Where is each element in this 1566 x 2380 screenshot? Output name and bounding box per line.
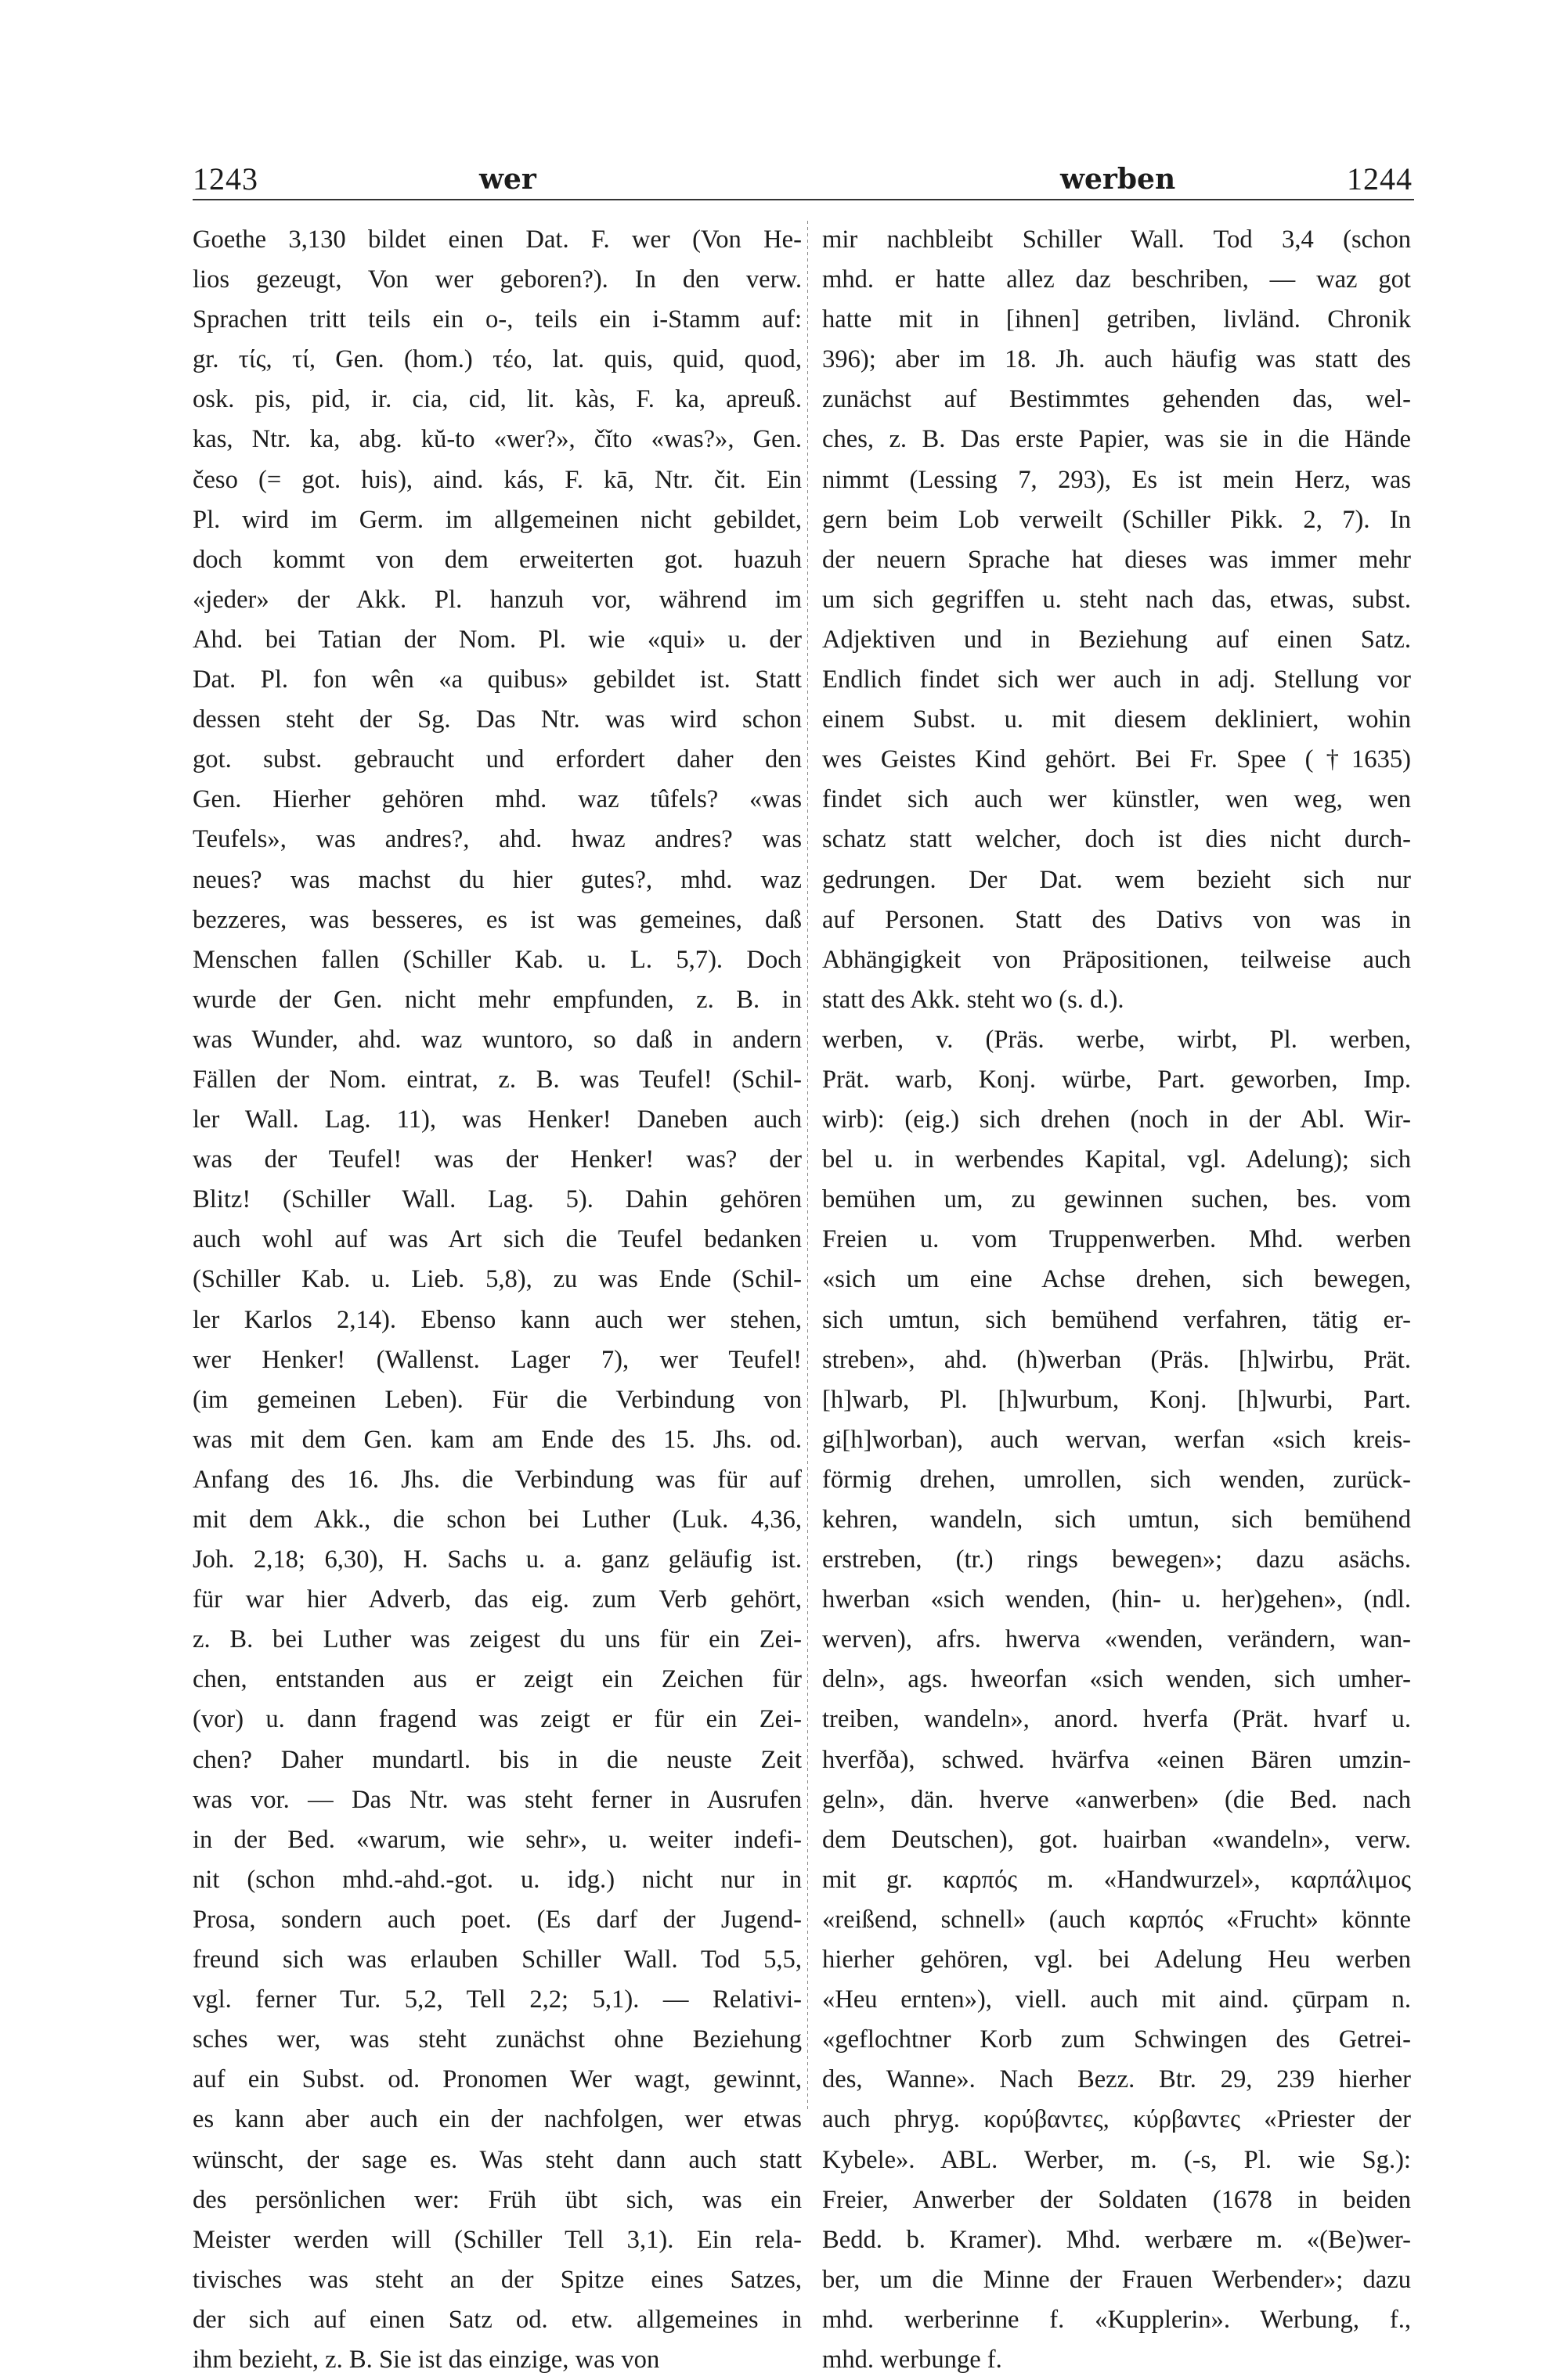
text-line: bemühen um, zu gewinnen suchen, bes. vom — [822, 1185, 1411, 1214]
text-line: des, Wanne». Nach Bezz. Btr. 29, 239 hierher — [822, 2065, 1411, 2094]
text-line: auf Personen. Statt des Dativs von was in — [822, 905, 1411, 934]
text-line: wer Henker! (Wallenst. Lager 7), wer Teufel! — [193, 1345, 802, 1374]
text-line: «reißend, schnell» (auch καρπός «Frucht» könnte — [822, 1905, 1411, 1934]
text-line: gedrungen. Der Dat. wem bezieht sich nur — [822, 865, 1411, 894]
text-line: dessen steht der Sg. Das Ntr. was wird schon — [193, 705, 802, 734]
text-line: chen, entstanden aus er zeigt ein Zeichen für — [193, 1665, 802, 1694]
text-line: was Wunder, ahd. waz wuntoro, so daß in andern — [193, 1025, 802, 1054]
text-line: einem Subst. u. mit diesem dekliniert, wohin — [822, 705, 1411, 734]
text-line: was der Teufel! was der Henker! was? der — [193, 1145, 802, 1174]
text-line: (im gemeinen Leben). Für die Verbindung von — [193, 1385, 802, 1414]
text-line: wes Geistes Kind gehört. Bei Fr. Spee (†1635) — [822, 745, 1411, 774]
text-line: bezzeres, was besseres, es ist was gemeines, daß — [193, 905, 802, 934]
text-line: Prät. warb, Konj. würbe, Part. geworben, Imp. — [822, 1065, 1411, 1094]
text-line: ler Karlos 2,14). Ebenso kann auch wer stehen, — [193, 1305, 802, 1334]
text-line: ber, um die Minne der Frauen Werbender»; dazu — [822, 2265, 1411, 2294]
text-line: auf ein Subst. od. Pronomen Wer wagt, gewinnt, — [193, 2065, 802, 2094]
text-line: Ahd. bei Tatian der Nom. Pl. wie «qui» u. der — [193, 625, 802, 654]
text-line: neues? was machst du hier gutes?, mhd. waz — [193, 865, 802, 894]
text-line: hverfða), schwed. hvärfva «einen Bären umzin- — [822, 1745, 1411, 1774]
text-line: förmig drehen, umrollen, sich wenden, zurück- — [822, 1465, 1411, 1494]
text-line: lios gezeugt, Von wer geboren?). In den verw. — [193, 265, 802, 294]
text-line: gr. τίς, τί, Gen. (hom.) τέο, lat. quis, quid, quod, — [193, 345, 802, 374]
text-line: zunächst auf Bestimmtes gehenden das, wel- — [822, 385, 1411, 414]
text-line: Kybele». ABL. Werber, m. (-s, Pl. wie Sg.): — [822, 2145, 1411, 2174]
text-line: tivisches was steht an der Spitze eines Satzes, — [193, 2265, 802, 2294]
text-line: mit dem Akk., die schon bei Luther (Luk. 4,36, — [193, 1506, 802, 1534]
text-line: nimmt (Lessing 7, 293), Es ist mein Herz, was — [822, 465, 1411, 494]
text-line: hatte mit in [ihnen] getriben, livländ. Chronik — [822, 305, 1411, 334]
catchword-left: wer — [479, 163, 536, 196]
text-line: Anfang des 16. Jhs. die Verbindung was für auf — [193, 1465, 802, 1494]
text-line: erstreben, (tr.) rings bewegen»; dazu asächs. — [822, 1545, 1411, 1574]
text-line: Blitz! (Schiller Wall. Lag. 5). Dahin gehören — [193, 1185, 802, 1214]
text-line: «geflochtner Korb zum Schwingen des Getrei- — [822, 2025, 1411, 2054]
text-line: geln», dän. hverve «anwerben» (die Bed. nach — [822, 1785, 1411, 1814]
text-line: werven), afrs. hwerva «wenden, verändern, wan- — [822, 1625, 1411, 1654]
text-line: Meister werden will (Schiller Tell 3,1). Ein rela- — [193, 2225, 802, 2254]
text-line: Gen. Hierher gehören mhd. waz tûfels? «was — [193, 785, 802, 814]
text-line: Teufels», was andres?, ahd. hwaz andres? was — [193, 825, 802, 854]
text-line: Dat. Pl. fon wên «a quibus» gebildet ist. Statt — [193, 665, 802, 694]
text-line: dem Deutschen), got. ƕairban «wandeln», verw. — [822, 1825, 1411, 1854]
text-line: auch phryg. κορύβαντες, κύρβαντες «Priester der — [822, 2105, 1411, 2134]
text-line: der neuern Sprache hat dieses was immer mehr — [822, 545, 1411, 574]
text-line: mit gr. καρπός m. «Handwurzel», καρπάλιμος — [822, 1865, 1411, 1894]
text-line: treiben, wandeln», anord. hverfa (Prät. hvarf u. — [822, 1705, 1411, 1734]
text-line: Goethe 3,130 bildet einen Dat. F. wer (Von He- — [193, 225, 802, 254]
text-line: kehren, wandeln, sich umtun, sich bemühend — [822, 1506, 1411, 1534]
text-line: für war hier Adverb, das eig. zum Verb gehört, — [193, 1585, 802, 1614]
text-line: mir nachbleibt Schiller Wall. Tod 3,4 (schon — [822, 225, 1411, 254]
text-line: nit (schon mhd.-ahd.-got. u. idg.) nicht nur in — [193, 1865, 802, 1894]
text-line: «Heu ernten»), viell. auch mit aind. çūrpam n. — [822, 1985, 1411, 2014]
text-line: vgl. ferner Tur. 5,2, Tell 2,2; 5,1). — Relativi- — [193, 1985, 802, 2014]
text-line: ihm bezieht, z. B. Sie ist das einzige, was von — [193, 2345, 660, 2374]
text-line: Abhängigkeit von Präpositionen, teilweise auch — [822, 945, 1411, 974]
text-line: mhd. werberinne f. «Kupplerin». Werbung, f., — [822, 2305, 1411, 2334]
text-line: auch wohl auf was Art sich die Teufel bedanken — [193, 1225, 802, 1254]
text-line: werben, v. (Präs. werbe, wirbt, Pl. werben, — [822, 1025, 1411, 1054]
text-line: (Schiller Kab. u. Lieb. 5,8), zu was Ende (Schil- — [193, 1265, 802, 1294]
text-line: osk. pis, pid, ir. cia, cid, lit. kàs, F. ka, apreuß. — [193, 385, 802, 414]
text-line: doch kommt von dem erweiterten got. ƕazuh — [193, 545, 802, 574]
text-line: (vor) u. dann fragend was zeigt er für ein Zei- — [193, 1705, 802, 1734]
text-line: was mit dem Gen. kam am Ende des 15. Jhs. od. — [193, 1425, 802, 1454]
text-line: mhd. werbunge f. — [822, 2345, 1002, 2374]
text-line: sches wer, was steht zunächst ohne Beziehung — [193, 2025, 802, 2054]
text-line: «sich um eine Achse drehen, sich bewegen, — [822, 1265, 1411, 1294]
text-line: schatz statt welcher, doch ist dies nicht durch- — [822, 825, 1411, 854]
text-line: Endlich findet sich wer auch in adj. Stellung vor — [822, 665, 1411, 694]
text-line: Pl. wird im Germ. im allgemeinen nicht gebildet, — [193, 505, 802, 534]
text-line: Adjektiven und in Beziehung auf einen Satz. — [822, 625, 1411, 654]
text-line: wurde der Gen. nicht mehr empfunden, z. B. in — [193, 985, 802, 1014]
text-line: česo (= got. ƕis), aind. kás, F. kā, Ntr. čit. Ein — [193, 465, 802, 494]
text-line: z. B. bei Luther was zeigest du uns für ein Zei- — [193, 1625, 802, 1654]
header-rule — [193, 199, 1414, 200]
text-line: wirb): (eig.) sich drehen (noch in der Abl. Wir- — [822, 1105, 1411, 1134]
page-number-right: 1244 — [1347, 161, 1413, 197]
text-line: chen? Daher mundartl. bis in die neuste Zeit — [193, 1745, 802, 1774]
text-line: Freier, Anwerber der Soldaten (1678 in beiden — [822, 2185, 1411, 2214]
text-line: gern beim Lob verweilt (Schiller Pikk. 2, 7). In — [822, 505, 1411, 534]
text-line: ler Wall. Lag. 11), was Henker! Daneben auch — [193, 1105, 802, 1134]
catchword-right: werben — [1060, 163, 1176, 196]
text-line: 396); aber im 18. Jh. auch häufig was statt des — [822, 345, 1411, 374]
running-header — [0, 160, 1566, 207]
text-line: wünscht, der sage es. Was steht dann auch statt — [193, 2145, 802, 2174]
text-line: Joh. 2,18; 6,30), H. Sachs u. a. ganz geläufig ist. — [193, 1545, 802, 1574]
text-line: sich umtun, sich bemühend verfahren, tätig er- — [822, 1305, 1411, 1334]
text-line: ches, z. B. Das erste Papier, was sie in die Hände — [822, 425, 1411, 454]
text-line: Menschen fallen (Schiller Kab. u. L. 5,7). Doch — [193, 945, 802, 974]
text-line: statt des Akk. steht wo (s. d.). — [822, 985, 1124, 1014]
text-line: [h]warb, Pl. [h]wurbum, Konj. [h]wurbi, Part. — [822, 1385, 1411, 1414]
page-number-left: 1243 — [193, 161, 258, 197]
text-line: um sich gegriffen u. steht nach das, etwas, subst. — [822, 585, 1411, 614]
column-divider — [807, 221, 808, 2109]
text-line: was vor. — Das Ntr. was steht ferner in Ausrufen — [193, 1785, 802, 1814]
text-line: gi[h]worban), auch wervan, werfan «sich kreis- — [822, 1425, 1411, 1454]
text-line: streben», ahd. (h)werban (Präs. [h]wirbu, Prät. — [822, 1345, 1411, 1374]
text-line: hwerban «sich wenden, (hin- u. her)gehen», (ndl. — [822, 1585, 1411, 1614]
text-line: mhd. er hatte allez daz beschriben, — waz got — [822, 265, 1411, 294]
text-line: Prosa, sondern auch poet. (Es darf der Jugend- — [193, 1905, 802, 1934]
text-line: Bedd. b. Kramer). Mhd. werbære m. «(Be)wer- — [822, 2225, 1411, 2254]
text-line: Fällen der Nom. eintrat, z. B. was Teufel! (Schil- — [193, 1065, 802, 1094]
text-line: deln», ags. hweorfan «sich wenden, sich umher- — [822, 1665, 1411, 1694]
text-line: der sich auf einen Satz od. etw. allgemeines in — [193, 2305, 802, 2334]
text-line: hierher gehören, vgl. bei Adelung Heu werben — [822, 1945, 1411, 1974]
text-line: freund sich was erlauben Schiller Wall. Tod 5,5, — [193, 1945, 802, 1974]
text-line: got. subst. gebraucht und erfordert daher den — [193, 745, 802, 774]
text-line: es kann aber auch ein der nachfolgen, wer etwas — [193, 2105, 802, 2134]
text-line: «jeder» der Akk. Pl. hanzuh vor, während im — [193, 585, 802, 614]
text-line: Freien u. vom Truppenwerben. Mhd. werben — [822, 1225, 1411, 1254]
left-column — [193, 220, 802, 2380]
text-line: findet sich auch wer künstler, wen weg, wen — [822, 785, 1411, 814]
text-line: des persönlichen wer: Früh übt sich, was ein — [193, 2185, 802, 2214]
text-line: kas, Ntr. ka, abg. kŭ-to «wer?», čĭto «was?», Gen. — [193, 425, 802, 454]
text-line: bel u. in werbendes Kapital, vgl. Adelung); sich — [822, 1145, 1411, 1174]
text-line: Sprachen tritt teils ein o-, teils ein i-Stamm auf: — [193, 305, 802, 334]
right-column — [822, 220, 1411, 2380]
text-line: in der Bed. «warum, wie sehr», u. weiter indefi- — [193, 1825, 802, 1854]
